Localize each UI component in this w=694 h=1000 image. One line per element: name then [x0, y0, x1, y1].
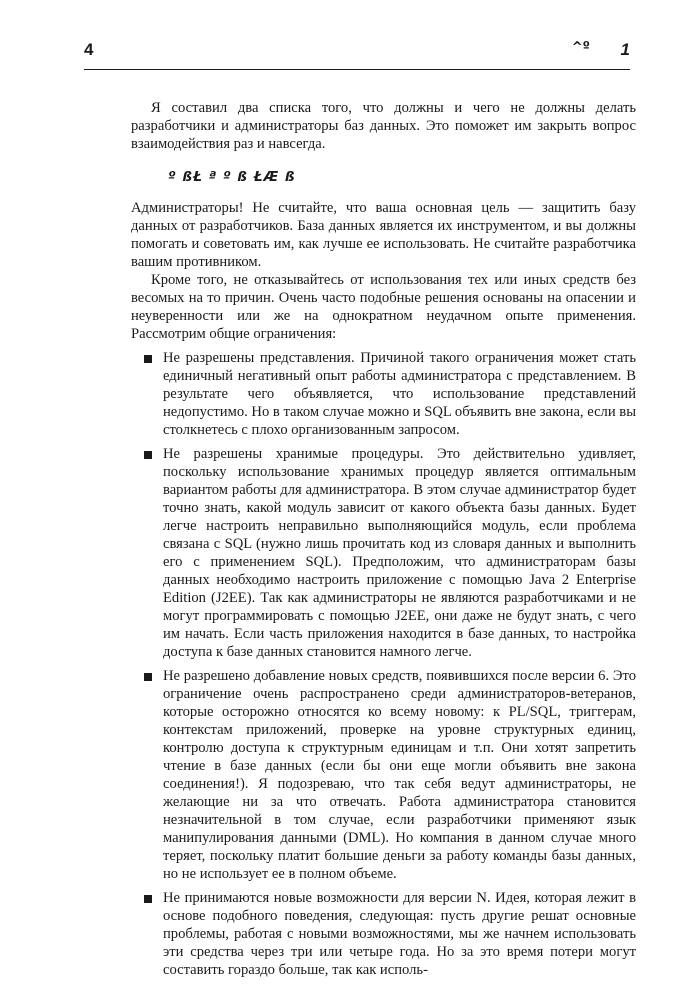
list-item-text: Не разрешено добавление новых средств, появившихся после версии 6. Это ограничение очень распространено среди администраторов-ветеранов, которые осторожно относятся ко всему новому: к PL/SQL, триггерам, контекстам приложений, проверке на уровне структурных единиц, контролю доступа к структурным единицам и т.п. Они хотят запретить чтение в базе данных (если бы они еще могли объявить вне закона соединения!). Я подозреваю, что так себя ведут администраторы, не желающие ни за что отвечать. Работа администратора становится незначительной в том случае, если разработчики применяют язык манипулирования данными (DML). Но компания в данном случае много теряет, поскольку платит большие деньги за работу команды базы данных, но не использует ее в полном объеме. [163, 668, 636, 882]
list-item [131, 667, 636, 883]
body-paragraph: Администраторы! Не считайте, что ваша основная цель — защитить базу данных от разработчиков. База данных является их инструментом, и вы должны помогать и советовать им, как лучше ее использовать. Не считайте разработчика вашим противником. [131, 200, 636, 270]
list-item [131, 349, 636, 439]
list-item-text: Не разрешены хранимые процедуры. Это действительно удивляет, поскольку использование хранимых процедур является оптимальным вариантом работы для администратора. В этом случае администратор будет точно знать, какой модуль зависит от какого объекта базы данных. Будет легче настроить неправильно выполняющийся модуль, если проблема связана с SQL (нужно лишь прочитать код из словаря данных и выполнить его с применением SQL). Предположим, что администраторам базы данных необходимо настроить приложение с помощью Java 2 Enterprise Edition (J2EE). Так как администраторы не являются разработчиками и не могут программировать с помощью J2EE, они даже не будут знать, с чего им начать. Если часть приложения находится в базе данных, то настройка доступа к базе данных становится намного легче. [163, 446, 636, 660]
square-bullet-icon [144, 895, 152, 903]
page-header [84, 40, 630, 64]
intro-paragraph: Я составил два списка того, что должны и чего не должны делать разработчики и администраторы баз данных. Это поможет им закрыть вопрос взаимодействия раз и навсегда. [131, 100, 636, 152]
section-heading: º ßŁ ª º ß ŁÆ ß [168, 169, 296, 185]
chapter-number: 1 [620, 40, 630, 59]
page-body [131, 99, 636, 979]
square-bullet-icon [144, 673, 152, 681]
square-bullet-icon [144, 355, 152, 363]
list-item-text: Не разрешены представления. Причиной такого ограничения может стать единичный негативный опыт работы администратора с представлением. В результате чего объявляется, что использование представлений недопустимо. Но в таком случае можно и SQL объявить вне закона, если вы столкнетесь с плохо организованным запросом. [163, 350, 636, 438]
square-bullet-icon [144, 451, 152, 459]
list-item-text: Не принимаются новые возможности для версии N. Идея, которая лежит в основе подобного поведения, следующая: пусть другие решат основные проблемы, работая с новыми возможностями, мы же начнем использовать эти средства через три или четыре года. Но за это время потери могут составить гораздо больше, так как исполь- [163, 890, 636, 978]
list-item [131, 889, 636, 979]
body-paragraph: Кроме того, не отказывайтесь от использования тех или иных средств без весомых на то причин. Очень часто подобные решения основаны на опасении и неуверенности или же на однократном неудачном опыте применения. Рассмотрим общие ограничения: [131, 272, 636, 342]
list-item [131, 445, 636, 661]
header-rule [84, 69, 630, 70]
chapter-title-mark: ^º [571, 40, 590, 55]
restrictions-list [131, 349, 636, 979]
page-number: 4 [84, 40, 94, 59]
